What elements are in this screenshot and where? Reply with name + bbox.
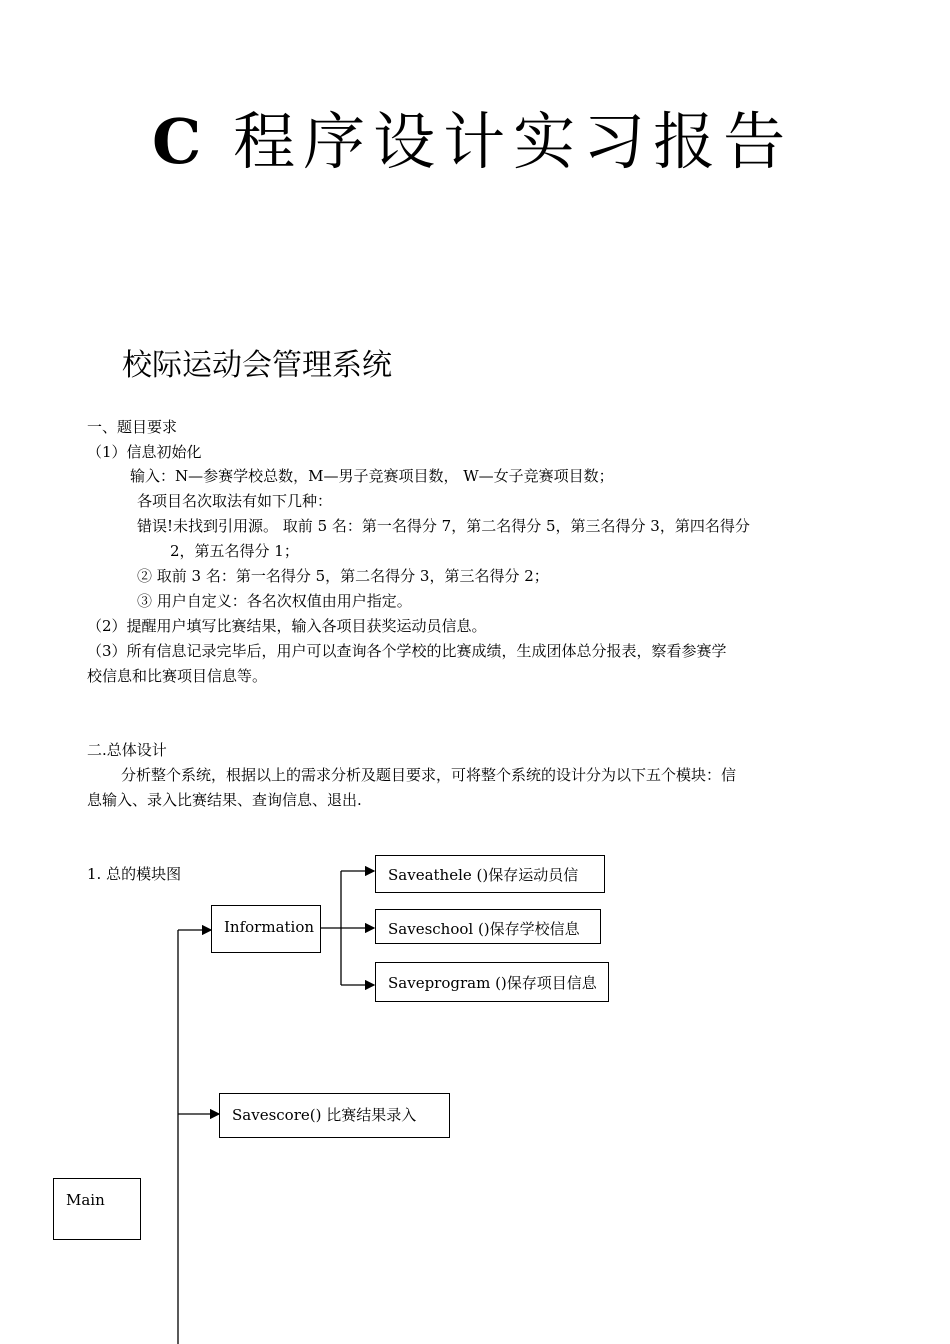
section1-heading: 一、题目要求 — [87, 418, 178, 436]
section1-method2: ② 取前 3 名：第一名得分 5，第二名得分 3，第三名得分 2； — [137, 567, 549, 585]
section1-item2: （2）提醒用户填写比赛结果，输入各项目获奖运动员信息。 — [87, 617, 487, 635]
report-title-text: 程序设计实习报告 — [233, 105, 794, 178]
information-box: Information — [211, 905, 321, 953]
diagram-caption: 1. 总的模块图 — [87, 865, 182, 883]
saveschool-box: Saveschool ()保存学校信息 — [375, 909, 601, 944]
main-box: Main — [53, 1178, 141, 1240]
section2-para-line2: 息输入、录入比赛结果、查询信息、退出. — [87, 791, 362, 809]
savescore-box: Savescore() 比赛结果录入 — [219, 1093, 450, 1138]
section1-item1: （1）信息初始化 — [87, 443, 202, 461]
section1-item3-line1: （3）所有信息记录完毕后，用户可以查询各个学校的比赛成绩，生成团体总分报表，察看参赛学 — [87, 642, 727, 660]
saveathele-box: Saveathele ()保存运动员信 — [375, 855, 605, 893]
saveprogram-box: Saveprogram ()保存项目信息 — [375, 962, 609, 1002]
section1-methods-intro: 各项目名次取法有如下几种： — [137, 492, 333, 510]
report-title-letter: C — [152, 105, 206, 178]
section2-heading: 二.总体设计 — [87, 741, 167, 759]
section1-method3: ③ 用户自定义：各名次权值由用户指定。 — [137, 592, 412, 610]
section1-method1-line2: 2，第五名得分 1； — [170, 542, 299, 560]
section2-para-line1: 分析整个系统，根据以上的需求分析及题目要求，可将整个系统的设计分为以下五个模块：信 — [121, 766, 737, 784]
section1-item3-line2: 校信息和比赛项目信息等。 — [87, 667, 268, 685]
section1-input-line: 输入：N—参赛学校总数，M—男子竞赛项目数， W—女子竞赛项目数； — [130, 467, 614, 485]
section1-method1-line1: 错误!未找到引用源。 取前 5 名：第一名得分 7，第二名得分 5，第三名得分 3，第四名得分 — [137, 517, 750, 535]
report-subtitle: 校际运动会管理系统 — [122, 348, 392, 383]
